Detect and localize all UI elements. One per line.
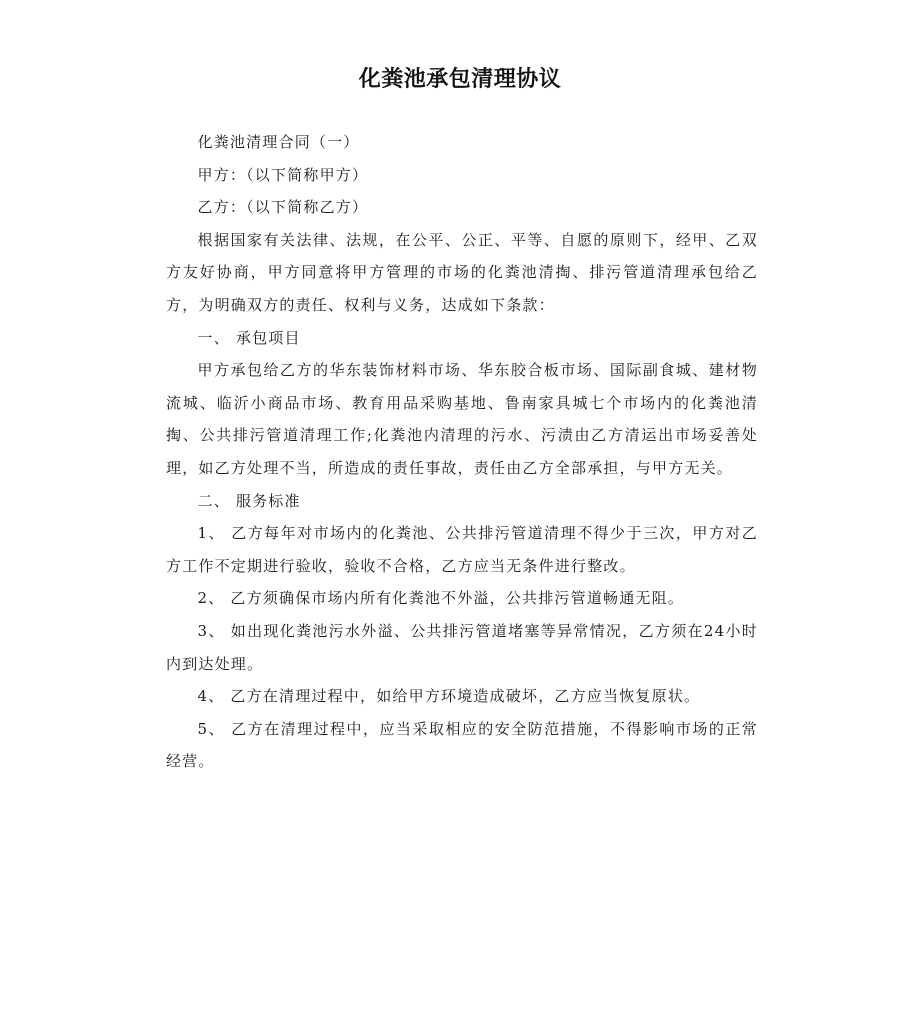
party-a-line: 甲方：（以下简称甲方） bbox=[197, 165, 369, 184]
service-standard-item-5: 5、 乙方在清理过程中，应当采取相应的安全防范措施，不得影响市场的正常经营。 bbox=[166, 719, 758, 771]
service-standard-item-4: 4、 乙方在清理过程中，如给甲方环境造成破坏，乙方应当恢复原状。 bbox=[197, 687, 701, 706]
service-standard-item-2: 2、 乙方须确保市场内所有化粪池不外溢，公共排污管道畅通无阻。 bbox=[197, 589, 685, 608]
service-standard-item-3: 3、 如出现化粪池污水外溢、公共排污管道堵塞等异常情况，乙方须在24小时内到达处理。 bbox=[166, 621, 758, 673]
contract-items-paragraph: 甲方承包给乙方的华东装饰材料市场、华东胶合板市场、国际副食城、建材物流城、临沂小商品市场、教育用品采购基地、鲁南家具城七个市场内的化粪池清掏、公共排污管道清理工作;化粪池内清理的污水、污渍由乙方清运出市场妥善处理，如乙方处理不当，所造成的责任事故，责任由乙方全部承担，与甲方无关。 bbox=[166, 361, 758, 477]
service-standard-item-1: 1、 乙方每年对市场内的化粪池、公共排污管道清理不得少于三次，甲方对乙方工作不定期进行验收，验收不合格，乙方应当无条件进行整改。 bbox=[166, 524, 758, 575]
contract-name-line: 化粪池清理合同（一） bbox=[197, 133, 360, 151]
document-body bbox=[166, 126, 758, 778]
document-title: 化粪池承包清理协议 bbox=[358, 67, 562, 92]
section-heading-service-standards: 二、 服务标准 bbox=[197, 491, 301, 510]
preamble-paragraph: 根据国家有关法律、法规，在公平、公正、平等、自愿的原则下，经甲、乙双方友好协商，甲方同意将甲方管理的市场的化粪池清掏、排污管道清理承包给乙方，为明确双方的责任、权利与义务，达成如下条款： bbox=[166, 230, 758, 314]
section-heading-contract-items: 一、 承包项目 bbox=[197, 328, 301, 347]
party-b-line: 乙方：（以下简称乙方） bbox=[197, 198, 369, 217]
